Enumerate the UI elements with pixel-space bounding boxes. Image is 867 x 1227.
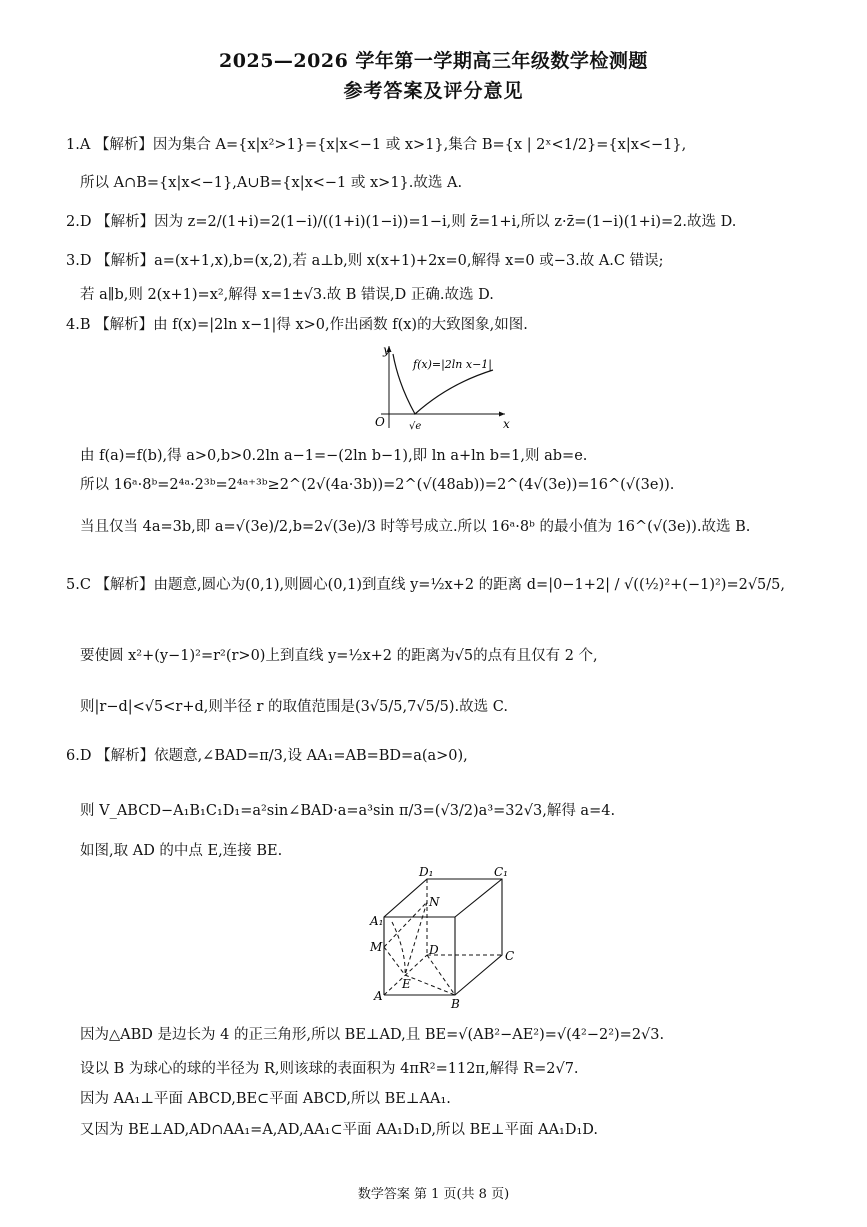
q4-line-2: 由 f(a)=f(b),得 a>0,b>0.2ln a−1=−(2ln b−1),即 ln a+ln b=1,则 ab=e. [80, 448, 588, 464]
q6-line-7: 又因为 BE⊥AD,AD∩AA₁=A,AD,AA₁⊂平面 AA₁D₁D,所以 BE⊥平面 AA₁D₁D. [80, 1122, 599, 1138]
function-graph-figure [365, 340, 515, 432]
q6-line-1: 6.D 【解析】依题意,∠BAD=π/3,设 AA₁=AB=BD=a(a>0), [66, 748, 468, 764]
q4-line-1: 4.B 【解析】由 f(x)=|2ln x−1|得 x>0,作出函数 f(x)的大致图象,如图. [66, 317, 528, 333]
q3-line-1: 3.D 【解析】a=(x+1,x),b=(x,2),若 a⊥b,则 x(x+1)+2x=0,解得 x=0 或−3.故 A.C 错误; [66, 253, 664, 269]
function-label: f(x)=|2ln x−1| [413, 358, 493, 371]
label-c1: C₁ [494, 865, 508, 879]
x-axis-arrow [499, 412, 505, 417]
label-d1: D₁ [419, 865, 434, 879]
q6-line-4: 因为△ABD 是边长为 4 的正三角形,所以 BE⊥AD,且 BE=√(AB²−AE²)=√(4²−2²)=2√3. [80, 1027, 665, 1043]
x-axis-label: x [503, 417, 510, 431]
segment-ne [405, 902, 427, 975]
label-a1: A₁ [370, 914, 384, 928]
page-footer: 数学答案 第 1 页(共 8 页) [357, 1187, 510, 1202]
label-b: B [451, 997, 460, 1011]
q1-line-1: 1.A 【解析】因为集合 A={x|x²>1}={x|x<−1 或 x>1},集合 B={x | 2ˣ<1/2}={x|x<−1}, [66, 137, 687, 153]
q6-line-3: 如图,取 AD 的中点 E,连接 BE. [80, 843, 283, 859]
label-e: E [402, 977, 411, 991]
q3-line-2: 若 a∥b,则 2(x+1)=x²,解得 x=1±√3.故 B 错误,D 正确.故选 D. [80, 287, 494, 303]
prism-top-front-edges [384, 879, 502, 917]
q6-line-6: 因为 AA₁⊥平面 ABCD,BE⊂平面 ABCD,所以 BE⊥AA₁. [80, 1091, 451, 1107]
origin-label: O [375, 415, 385, 429]
q5-line-3: 则|r−d|<√5<r+d,则半径 r 的取值范围是(3√5/5,7√5/5).故选 C. [80, 699, 508, 715]
page-subtitle: 参考答案及评分意见 [343, 80, 524, 102]
q2-line-1: 2.D 【解析】因为 z=2/(1+i)=2(1−i)/((1+i)(1−i))=1−i,则 z̄=1+i,所以 z·z̄=(1−i)(1+i)=2.故选 D. [66, 214, 737, 230]
page-title: 2025—2026 学年第一学期高三年级数学检测题 [219, 50, 648, 72]
sqrt-e-label: √e [409, 421, 422, 432]
q6-line-2: 则 V_ABCD−A₁B₁C₁D₁=a²sin∠BAD·a=a³sin π/3=(√3/2)a³=32√3,解得 a=4. [80, 803, 616, 819]
label-d: D [429, 943, 439, 957]
label-n: N [429, 895, 440, 909]
label-c: C [505, 949, 515, 963]
q5-line-1: 5.C 【解析】由题意,圆心为(0,1),则圆心(0,1)到直线 y=½x+2 的距离 d=|0−1+2| / √((½)²+(−1)²)=2√5/5, [66, 577, 786, 593]
q5-line-2: 要使圆 x²+(y−1)²=r²(r>0)上到直线 y=½x+2 的距离为√5的点有且仅有 2 个, [80, 648, 598, 664]
segment-me [384, 947, 405, 975]
label-a: A [374, 989, 383, 1003]
y-axis-label: y [383, 343, 390, 357]
label-m: M [370, 940, 383, 954]
prism-figure [362, 862, 522, 1012]
q1-line-2: 所以 A∩B={x|x<−1},A∪B={x|x<−1 或 x>1}.故选 A. [80, 175, 463, 191]
q4-line-3: 所以 16ᵃ·8ᵇ=2⁴ᵃ·2³ᵇ=2⁴ᵃ⁺³ᵇ≥2^(2√(4a·3b))=2^(√(48ab))=2^(4√(3e))=16^(√(3e)). [80, 477, 675, 493]
q6-line-5: 设以 B 为球心的球的半径为 R,则该球的表面积为 4πR²=112π,解得 R=2√7. [80, 1061, 579, 1077]
q4-line-4: 当且仅当 4a=3b,即 a=√(3e)/2,b=2√(3e)/3 时等号成立.所以 16ᵃ·8ᵇ 的最小值为 16^(√(3e)).故选 B. [80, 519, 751, 535]
